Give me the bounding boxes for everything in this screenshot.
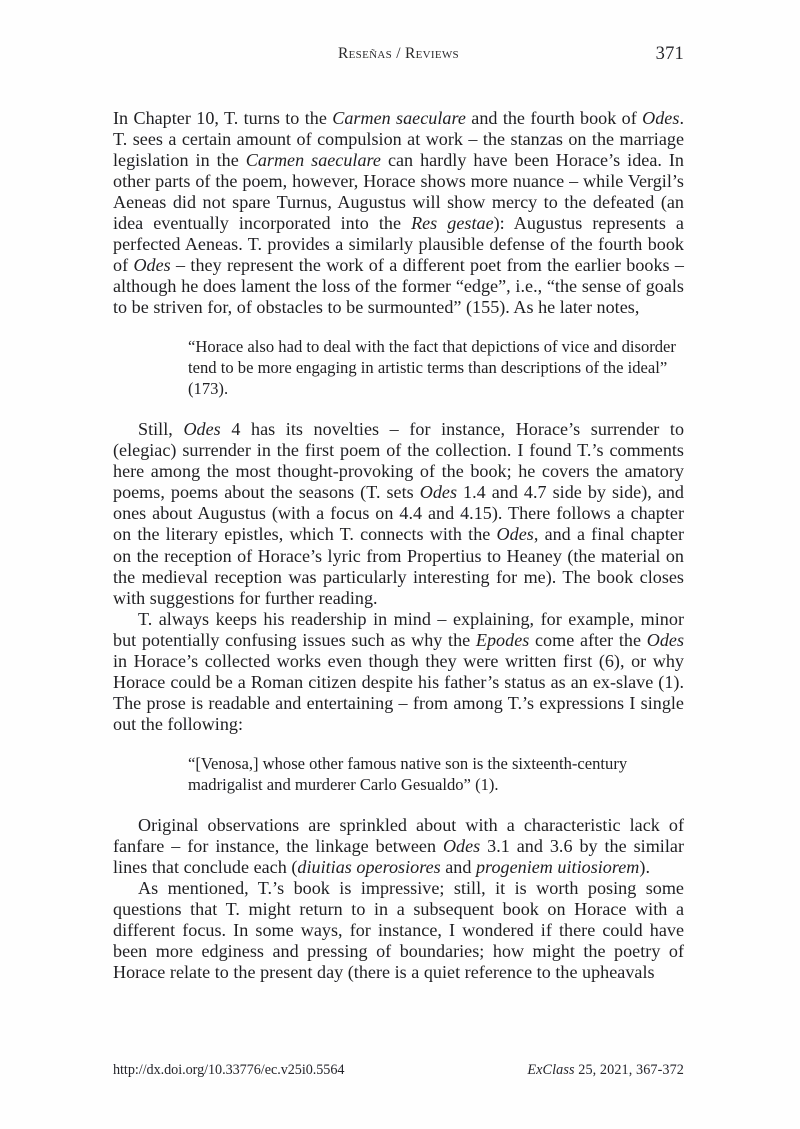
text-run: T. always keeps his readership in mind – explaining, for example, minor but potentially confusing issues such as why the (113, 608, 684, 650)
journal-name: ExClass (527, 1062, 575, 1078)
italic-run: Odes (183, 419, 221, 440)
italic-run: Odes (133, 255, 171, 276)
italic-run: diuitias operosiores (297, 857, 441, 878)
spacer (113, 318, 684, 337)
citation-detail: 25, 2021, 367-372 (574, 1062, 684, 1078)
italic-run: Odes (642, 108, 680, 128)
text-run: 1.4 and 4.7 side by side), and ones about Augustus (with a focus on 4.4 and 4.15). There follows a chapter on the literary epistles, which T. connects with the (113, 482, 684, 545)
paragraph-group-two (113, 419, 684, 735)
text-run: – they represent the work of a different poet from the earlier books – although he does lament the loss of the former “edge”, i.e., “the sense of goals to be striven for, of obstacles to be surmounted” (155). As he later notes, (113, 255, 685, 318)
doi-link[interactable]: http://dx.doi.org/10.33776/ec.v25i0.5564 (113, 1062, 345, 1078)
text-run: . T. sees a certain amount of compulsion at work – the stanzas on the marriage legislation in the (113, 108, 684, 171)
text-run: ). (639, 857, 650, 878)
text-run: and (440, 857, 476, 878)
par-chapter-10 (113, 108, 684, 318)
italic-run: Epodes (475, 629, 530, 650)
text-run: 4 has its novelties – for instance, Horace’s surrender to (elegiac) surrender in the first poem of the collection. I found T.’s comments here among the most thought-provoking of the book; he covers the amatory poems, poems about the seasons (T. sets (113, 419, 685, 503)
page-body (113, 108, 684, 984)
italic-run: Odes (419, 482, 458, 503)
text-run: in Horace’s collected works even though they were written first (6), or why Horace could be a Roman citizen despite his father’s status as an ex-slave (1). The prose is readable and entertaining – from among T.’s expressions I single out the following: (113, 650, 684, 734)
italic-run: Odes (442, 836, 481, 857)
spacer (113, 795, 684, 815)
text-run: As mentioned, T.’s book is impressive; still, it is worth posing some questions that T. might return to in a subsequent book on Horace with a different focus. In some ways, for instance, I wondered if there could have been more edginess and pressing of boundaries; how might the poetry of Horace relate to the present day (there is a quiet reference to the upheavals (113, 878, 684, 983)
italic-run: Odes (646, 629, 685, 650)
running-head-title: Reseñas / Reviews (338, 45, 459, 62)
blockquote-container (113, 337, 684, 399)
text-run: Still, (138, 419, 184, 440)
text-run: ): Augustus represents a perfected Aeneas. T. provides a similarly plausible defense of the fourth book of (113, 213, 684, 276)
italic-run: Carmen saeculare (332, 108, 466, 128)
spacer (113, 735, 684, 754)
blockquote-horace-vice: “Horace also had to deal with the fact that depictions of vice and disorder tend to be more engaging in artistic terms than descriptions of the ideal” (173). (188, 337, 676, 398)
blockquote-container (113, 754, 684, 795)
par-as-mentioned (113, 878, 684, 983)
italic-run: progeniem uitiosiorem (475, 857, 640, 878)
text-run: can hardly have been Horace’s idea. In other parts of the poem, however, Horace shows more nuance – while Vergil’s Aeneas did not spare Turnus, Augustus will show mercy to the defeated (an idea eventually incorporated into the (113, 150, 684, 234)
paragraph-group-one (113, 108, 684, 318)
par-original-observations (113, 815, 684, 878)
text-run: Original observations are sprinkled about with a characteristic lack of fanfare – for instance, the linkage between (113, 815, 684, 857)
par-readership (113, 609, 684, 735)
page-footer (113, 1062, 684, 1084)
journal-citation (527, 1062, 684, 1079)
spacer (113, 399, 684, 419)
text-run: 3.1 and 3.6 by the similar lines that conclude each ( (113, 836, 684, 878)
running-head (113, 45, 684, 69)
text-run: , and a final chapter on the reception of Horace’s lyric from Propertius to Heaney (the material on the medieval reception was particularly interesting for me). The book closes with suggestions for further reading. (113, 524, 685, 608)
italic-run: Carmen saeculare (245, 150, 381, 171)
page-number: 371 (655, 44, 684, 64)
italic-run: Res gestae (411, 213, 494, 234)
text-run: and the fourth book of (465, 108, 643, 128)
par-odes-4-novelties (113, 419, 684, 608)
blockquote-venosa: “[Venosa,] whose other famous native son is the sixteenth-century madrigalist and murderer Carlo Gesualdo” (1). (188, 753, 628, 794)
text-run: come after the (529, 629, 647, 650)
paragraph-group-three (113, 815, 684, 983)
text-run: In Chapter 10, T. turns to the (113, 108, 333, 128)
italic-run: Odes (496, 524, 534, 545)
